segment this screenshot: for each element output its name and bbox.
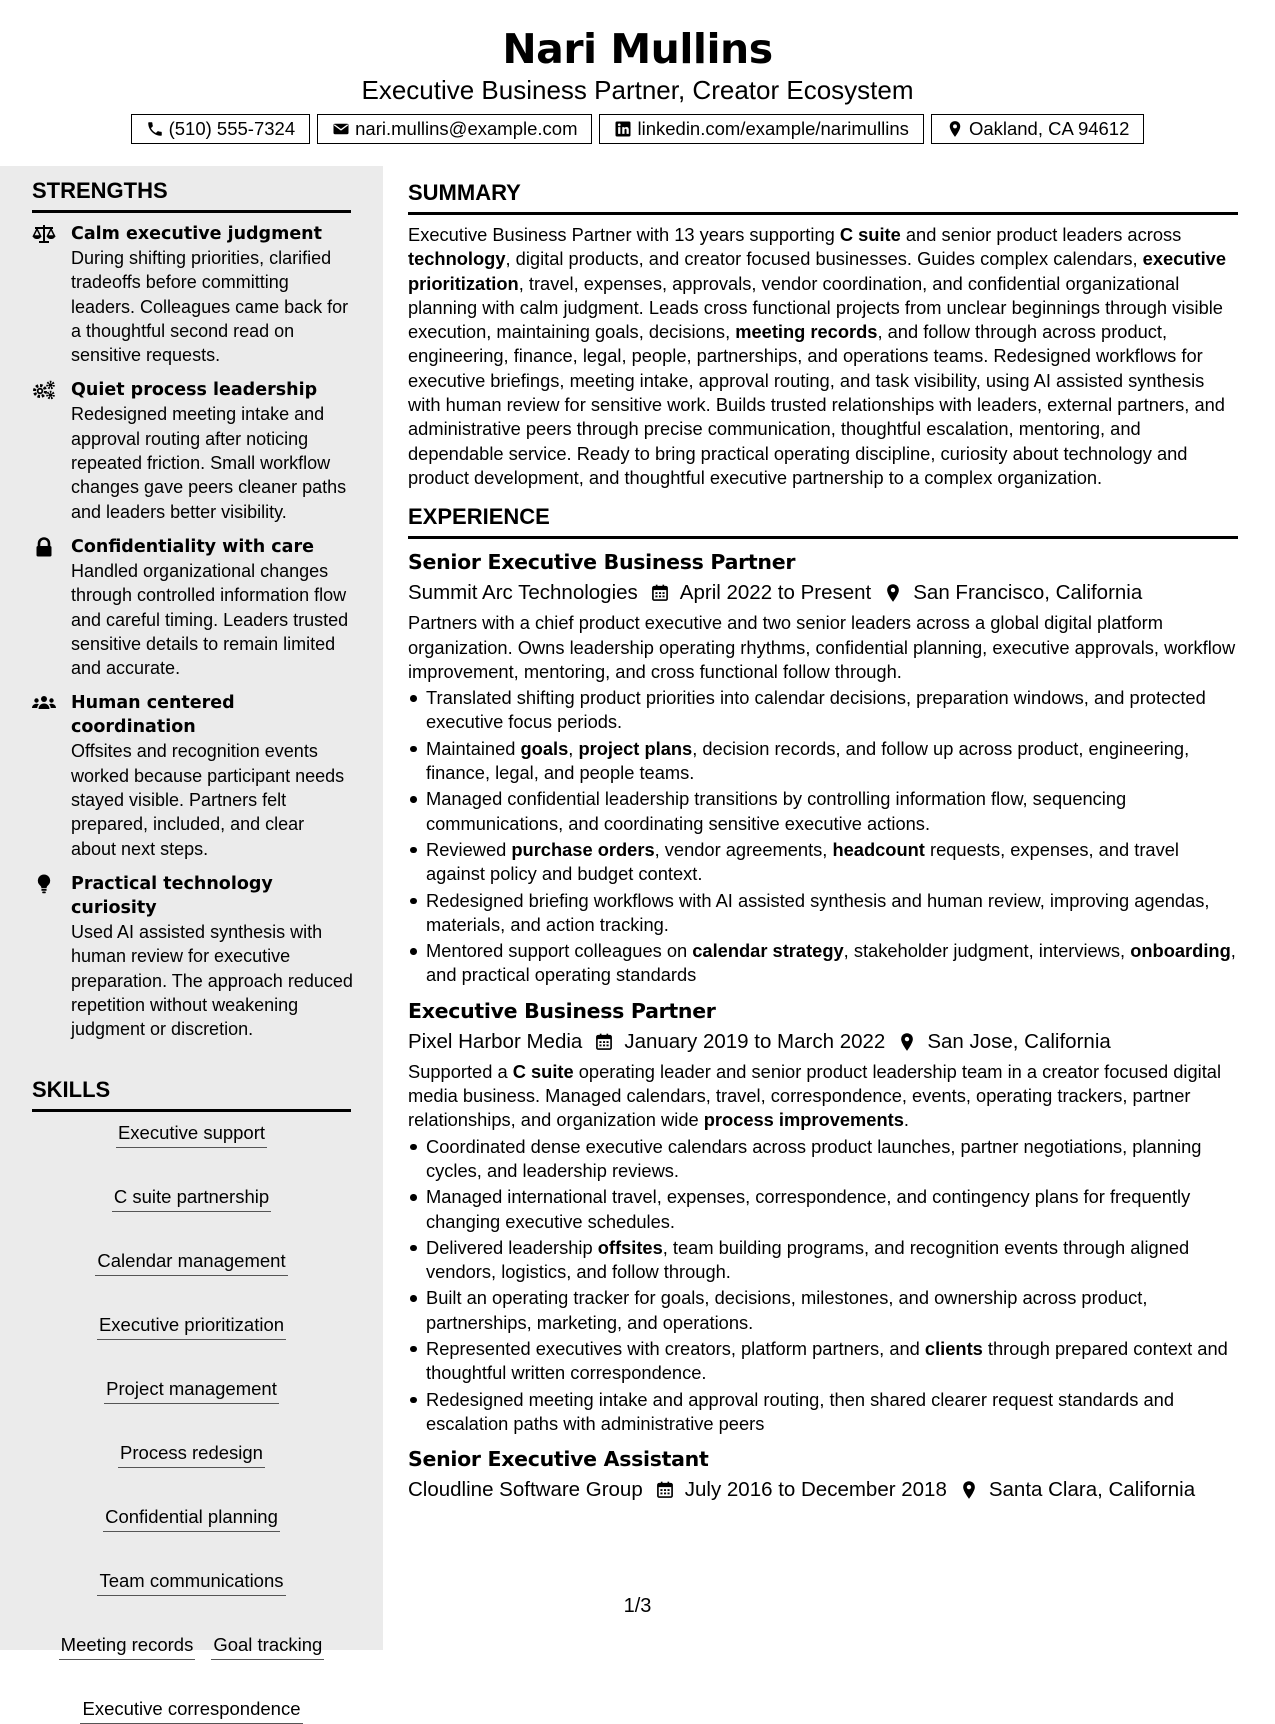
job-bullet: Reviewed purchase orders, vendor agreements, headcount requests, expenses, and travel against policy and budget context. — [408, 838, 1238, 887]
main-column — [408, 180, 1238, 1506]
phone-icon — [146, 120, 164, 138]
strength-title: Confidentiality with care — [71, 536, 314, 557]
skill-tag: Confidential planning — [103, 1506, 280, 1532]
strength-description: Handled organizational changes through controlled information flow and careful timing. Leaders trusted sensitive details to remain limited and accurate. — [71, 560, 349, 679]
job-bullet: Delivered leadership offsites, team building programs, and recognition events through aligned vendors, logistics, and follow through. — [408, 1236, 1238, 1285]
map-pin-icon — [883, 583, 903, 603]
phone-number: (510) 555-7324 — [168, 118, 296, 139]
map-pin-icon — [946, 120, 964, 138]
candidate-name: Nari Mullins — [502, 25, 773, 73]
contact-bar — [0, 114, 1275, 144]
job-title: Executive Business Partner — [408, 998, 716, 1023]
skill-tag: Process redesign — [118, 1442, 265, 1468]
job-company: Cloudline Software Group — [408, 1478, 643, 1502]
strength-item — [32, 872, 354, 1041]
people-group-icon — [32, 693, 56, 713]
strength-title: Quiet process leadership — [71, 380, 318, 401]
job-bullet: Managed confidential leadership transitions by controlling information flow, sequencing communications, and coordinating sensitive executive actions. — [408, 787, 1238, 836]
job-meta — [408, 1026, 1238, 1058]
skill-tag: Calendar management — [95, 1250, 287, 1276]
strengths-list — [32, 222, 354, 1052]
skill-tag: Team communications — [97, 1570, 285, 1596]
job-bullet: Mentored support colleagues on calendar strategy, stakeholder judgment, interviews, onboarding, and practical operating standards — [408, 939, 1238, 988]
experience-heading: EXPERIENCE — [408, 504, 1238, 539]
job-meta — [408, 1474, 1238, 1506]
strength-item — [32, 222, 354, 367]
job-description: Partners with a chief product executive and two senior leaders across a global digital platform organization. Owns leadership operating rhythms, confidential planning, executive approvals, workflow improvement, mentoring, and cross functional follow through. — [408, 612, 1236, 682]
candidate-headline: Executive Business Partner, Creator Ecosystem — [361, 75, 914, 105]
map-pin-icon — [959, 1480, 979, 1500]
job-location: San Jose, California — [927, 1029, 1111, 1053]
strength-item — [32, 535, 354, 680]
strength-title: Human centered coordination — [71, 693, 235, 738]
job-dates: April 2022 to Present — [679, 581, 872, 605]
calendar-icon — [655, 1480, 675, 1500]
strength-description: During shifting priorities, clarified tradeoffs before committing leaders. Colleagues came back for a thoughtful second read on sensitive requests. — [71, 248, 349, 366]
skill-tag: Executive support — [116, 1122, 267, 1148]
skill-tag: Meeting records — [59, 1634, 196, 1660]
linkedin-icon — [614, 120, 632, 138]
lock-icon — [32, 537, 56, 557]
job-bullet: Redesigned briefing workflows with AI assisted synthesis and human review, improving agendas, materials, and action tracking. — [408, 889, 1238, 938]
job-location: Santa Clara, California — [988, 1478, 1196, 1502]
job-entry — [408, 996, 1238, 1436]
job-description: Supported a C suite operating leader and senior product leadership team in a creator focused digital media business. Managed calendars, travel, correspondence, events, operating trackers, partner relationships, and organization wide process improvements. — [408, 1060, 1222, 1131]
job-bullet: Built an operating tracker for goals, decisions, milestones, and ownership across product, partnerships, marketing, and operations. — [408, 1286, 1238, 1335]
contact-phone[interactable] — [131, 114, 311, 144]
skill-tag: Goal tracking — [211, 1634, 324, 1660]
summary-text: Executive Business Partner with 13 years supporting C suite and senior product leaders across technology, digital products, and creator focused businesses. Guides complex calendars, executive prioritization, travel, expenses, approvals, vendor coordination, and confidential organizational planning with calm judgment. Leads cross functional projects from unclear beginnings through visible execution, maintaining goals, decisions, meeting records, and follow through across product, engineering, finance, legal, people, partnerships, and operations teams. Redesigned workflows for executive briefings, meeting intake, approval routing, and task visibility, using AI assisted synthesis with human review for sensitive work. Builds trusted relationships with leaders, external partners, and administrative peers through precise communication, thoughtful escalation, mentoring, and dependable service. Ready to bring practical operating discipline, curiosity about technology and product development, and thoughtful executive partnership to a complex organization. — [408, 224, 1226, 488]
strength-title: Calm executive judgment — [71, 224, 323, 244]
skill-tag: Project management — [104, 1378, 279, 1404]
envelope-icon — [332, 120, 350, 138]
job-bullets — [408, 1135, 1238, 1437]
scale-icon — [32, 224, 56, 244]
job-bullet: Translated shifting product priorities into calendar decisions, preparation windows, and protected executive focus periods. — [408, 686, 1238, 735]
job-bullet: Maintained goals, project plans, decision records, and follow up across product, engineering, finance, legal, and people teams. — [408, 737, 1238, 786]
contact-linkedin[interactable] — [599, 114, 923, 144]
strength-description: Used AI assisted synthesis with human review for executive preparation. The approach reduced repetition without weakening judgment or discretion. — [71, 921, 353, 1040]
job-title: Senior Executive Assistant — [408, 1447, 709, 1472]
skill-tag: C suite partnership — [112, 1186, 271, 1212]
strength-description: Redesigned meeting intake and approval routing after noticing repeated friction. Small workflow changes gave peers cleaner paths and leaders better visibility. — [71, 404, 347, 522]
email-address: nari.mullins@example.com — [355, 118, 578, 139]
linkedin-url: linkedin.com/example/narimullins — [637, 118, 909, 139]
skills-list — [32, 1122, 351, 1724]
job-entry — [408, 547, 1238, 987]
job-bullet: Managed international travel, expenses, correspondence, and contingency plans for frequently changing executive schedules. — [408, 1185, 1238, 1234]
gears-icon — [32, 380, 56, 400]
location-text: Oakland, CA 94612 — [968, 118, 1130, 139]
strengths-heading: STRENGTHS — [32, 178, 351, 213]
skills-heading: SKILLS — [32, 1077, 351, 1112]
job-dates: July 2016 to December 2018 — [684, 1478, 947, 1502]
page-number: 1/3 — [623, 1595, 652, 1617]
strength-item — [32, 691, 354, 860]
job-bullet: Represented executives with creators, platform partners, and clients through prepared context and thoughtful written correspondence. — [408, 1337, 1238, 1386]
job-bullets — [408, 686, 1238, 988]
map-pin-icon — [897, 1032, 917, 1052]
strength-description: Offsites and recognition events worked because participant needs stayed visible. Partners felt prepared, included, and clear about next steps. — [71, 741, 345, 859]
lightbulb-icon — [32, 874, 56, 894]
summary-heading: SUMMARY — [408, 180, 1238, 215]
skill-tag: Executive correspondence — [80, 1698, 302, 1724]
job-entry — [408, 1444, 1238, 1506]
strength-item — [32, 378, 354, 523]
job-location: San Francisco, California — [913, 581, 1143, 605]
job-title: Senior Executive Business Partner — [408, 550, 796, 575]
contact-location — [931, 114, 1144, 144]
job-bullet: Coordinated dense executive calendars across product launches, partner negotiations, planning cycles, and leadership reviews. — [408, 1135, 1238, 1184]
job-company: Summit Arc Technologies — [408, 581, 638, 605]
contact-email[interactable] — [317, 114, 592, 144]
job-dates: January 2019 to March 2022 — [624, 1029, 886, 1053]
calendar-icon — [594, 1032, 614, 1052]
resume-header — [0, 0, 1275, 166]
skill-tag: Executive prioritization — [97, 1314, 286, 1340]
job-bullet: Redesigned meeting intake and approval routing, then shared clearer request standards and escalation paths with administrative peers — [408, 1388, 1238, 1437]
calendar-icon — [650, 583, 670, 603]
job-company: Pixel Harbor Media — [408, 1029, 583, 1053]
job-meta — [408, 577, 1238, 609]
strength-title: Practical technology curiosity — [71, 873, 273, 918]
